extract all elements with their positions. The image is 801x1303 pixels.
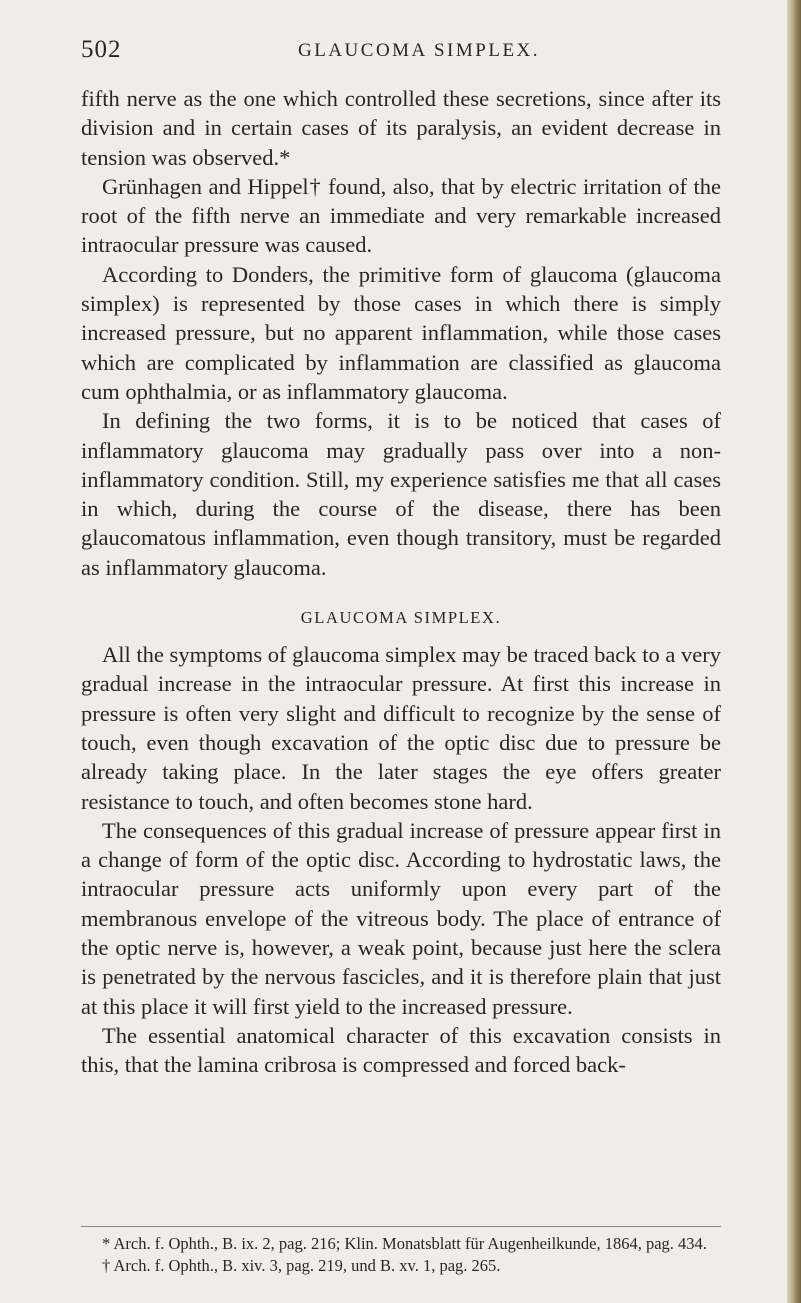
footnote-rule	[81, 1226, 721, 1227]
section-heading: GLAUCOMA SIMPLEX.	[300, 608, 502, 628]
page-edge	[787, 0, 801, 1303]
page-header	[81, 36, 721, 66]
paragraph: In defining the two forms, it is to be noticed that cases of inflammatory glaucoma may gradually pass over into a non-inflammatory condition. Still, my experience satisfies me that all cases in which, during the course of the disease, there has been glaucomatous inflammation, even though transitory, must be regarded as inflammatory glaucoma.	[81, 408, 721, 580]
paragraph: According to Donders, the primitive form of glaucoma (glaucoma simplex) is represented by those cases in which there is simply increased pressure, but no apparent inflammation, while those cases which are complicated by inflammation are classified as glaucoma cum ophthalmia, or as inflammatory glaucoma.	[81, 261, 721, 404]
paragraph: The consequences of this gradual increase of pressure appear first in a change of form of the optic disc. According to hydrostatic laws, the intraocular pressure acts uniformly upon every part of the membranous envelope of the vitreous body. The place of entrance of the optic nerve is, however, a weak point, because just here the sclera is penetrated by the nervous fascicles, and it is therefore plain that just at this place it will first yield to the increased pressure.	[81, 817, 721, 1019]
footnotes	[81, 1233, 721, 1276]
footnote: † Arch. f. Ophth., B. xiv. 3, pag. 219, und B. xv. 1, pag. 265.	[102, 1255, 501, 1275]
page-number: 502	[81, 36, 122, 63]
paragraph: Grünhagen and Hippel† found, also, that by electric irritation of the root of the fifth nerve an immediate and very remarkable increased intraocular pressure was caused.	[81, 173, 721, 258]
paragraph: All the symptoms of glaucoma simplex may be traced back to a very gradual increase in the intraocular pressure. At first this increase in pressure is often very slight and difficult to recognize by the sense of touch, even though excavation of the optic disc due to pressure be already taking place. In the later stages the eye offers greater resistance to touch, and often becomes stone hard.	[81, 642, 721, 814]
paragraph: fifth nerve as the one which controlled these secretions, since after its division and in certain cases of its paralysis, an evident decrease in tension was observed.*	[81, 86, 721, 170]
body-text	[81, 84, 721, 1080]
footnote: * Arch. f. Ophth., B. ix. 2, pag. 216; Klin. Monatsblatt für Augenheilkunde, 1864, pag. 434.	[102, 1234, 707, 1253]
running-title: GLAUCOMA SIMPLEX.	[298, 40, 541, 61]
paragraph: The essential anatomical character of this excavation consists in this, that the lamina cribrosa is compressed and forced back-	[81, 1022, 721, 1078]
